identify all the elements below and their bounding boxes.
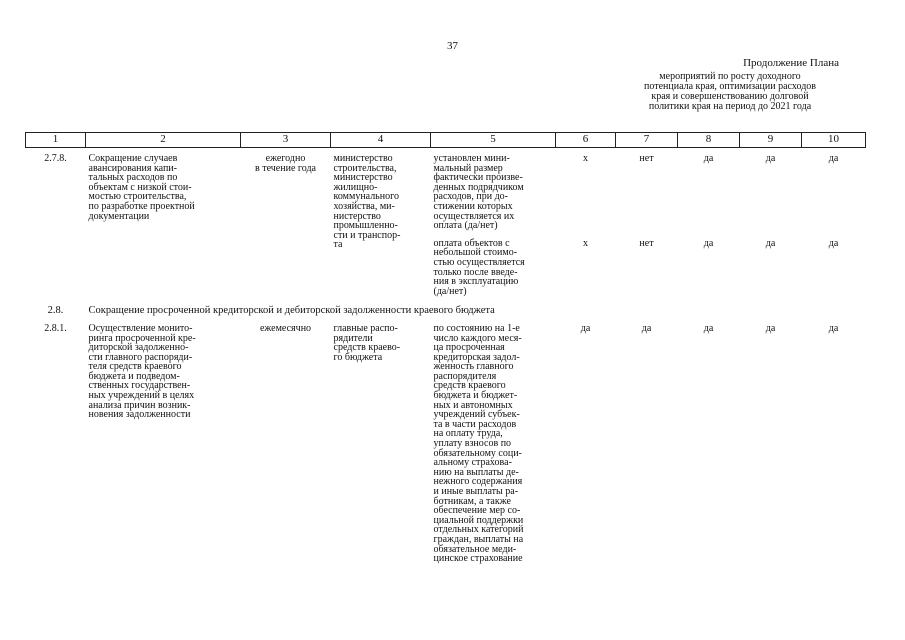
column-header: 6 [556,133,616,148]
column-header: 5 [431,133,556,148]
measure-indicator: установлен мини- мальный размер фактически произве- денных подрядчиком расходов, при до- стижении которых осуществляется их оплата (да/нет) [433,153,524,232]
indicator-value: да [765,237,776,249]
row-number: 2.8.1. [44,322,67,334]
measure-name: Осуществление монито- ринга просроченной кре- диторской задолженно- сти главного распоряди- теля средств краевого бюджета и подведом- ственных государствен- ных учреждений в целях анализа причин возник- новения задолженности [88,322,196,421]
indicator-value: нет [639,237,654,249]
indicator-value: да [765,322,776,334]
indicator-value: да [641,322,652,334]
plan-title-line: политики края на период до 2021 года [648,101,812,112]
measure-indicator: оплата объектов с небольшой стоимо- стью осуществляется только после введе- ния в эксплуатацию (да/нет) [433,237,525,297]
table-row [26,324,866,564]
indicator-value: да [703,237,714,249]
measure-indicator: по состоянию на 1-е число каждого меся- ца просроченная кредиторская задол- женность главного распорядителя средств краевого бюджета и бюджет- ных и автономных учреждений субъек- та в части расходов на оплату труда, уплату взносов по обязательному соци- альному страхова- нию на выплаты де- нежного содержания и иные выплаты ра- ботникам, а также обеспечение мер со- циальной поддержки отдельных категорий граждан, выплаты на обязательное меди- цинское страхование [433,322,524,565]
column-header: 9 [740,133,802,148]
indicator-value: да [580,322,591,334]
column-header: 3 [241,133,331,148]
measure-term: ежегодно в течение года [255,153,316,174]
measure-name: Сокращение случаев авансирования капи- тальных расходов по объектам с низкой стои- мостью строительства, по разработке проектной документации [88,153,195,222]
plan-title [595,72,865,112]
column-header: 1 [26,133,86,148]
plan-title-line: потенциала края, оптимизации расходов [643,81,817,92]
plan-title-line: мероприятий по росту доходного [659,71,801,82]
column-header: 8 [678,133,740,148]
section-number: 2.8. [47,305,64,317]
page-number: 37 [447,40,458,52]
row-number: 2.7.8. [44,153,67,164]
continuation-label: Продолжение Плана [743,57,839,69]
column-header: 7 [616,133,678,148]
column-header: 10 [802,133,866,148]
indicator-value: нет [639,153,654,164]
table-row [26,154,866,239]
column-header: 2 [86,133,241,148]
indicator-value: да [828,322,839,334]
indicator-value: да [703,153,714,164]
column-header: 4 [331,133,431,148]
measure-executor: министерство строительства, министерство жилищно- коммунального хозяйства, ми- нистерство промышленно- сти и транспор- та [333,153,401,251]
indicator-value: да [765,153,776,164]
indicator-value: да [703,322,714,334]
indicator-value: да [828,153,839,164]
column-header-row [26,133,866,148]
section-title: Сокращение просроченной кредиторской и дебиторской задолженности краевого бюджета [88,305,495,317]
section-row [26,306,866,324]
measure-term: ежемесячно [259,322,312,334]
indicator-value: х [583,237,588,249]
plan-table [25,132,866,564]
indicator-value: х [583,153,588,164]
plan-title-line: края и совершенствованию долговой [651,91,809,102]
measure-executor: главные распо- рядители средств краево- го бюджета [333,322,401,363]
indicator-value: да [828,237,839,249]
